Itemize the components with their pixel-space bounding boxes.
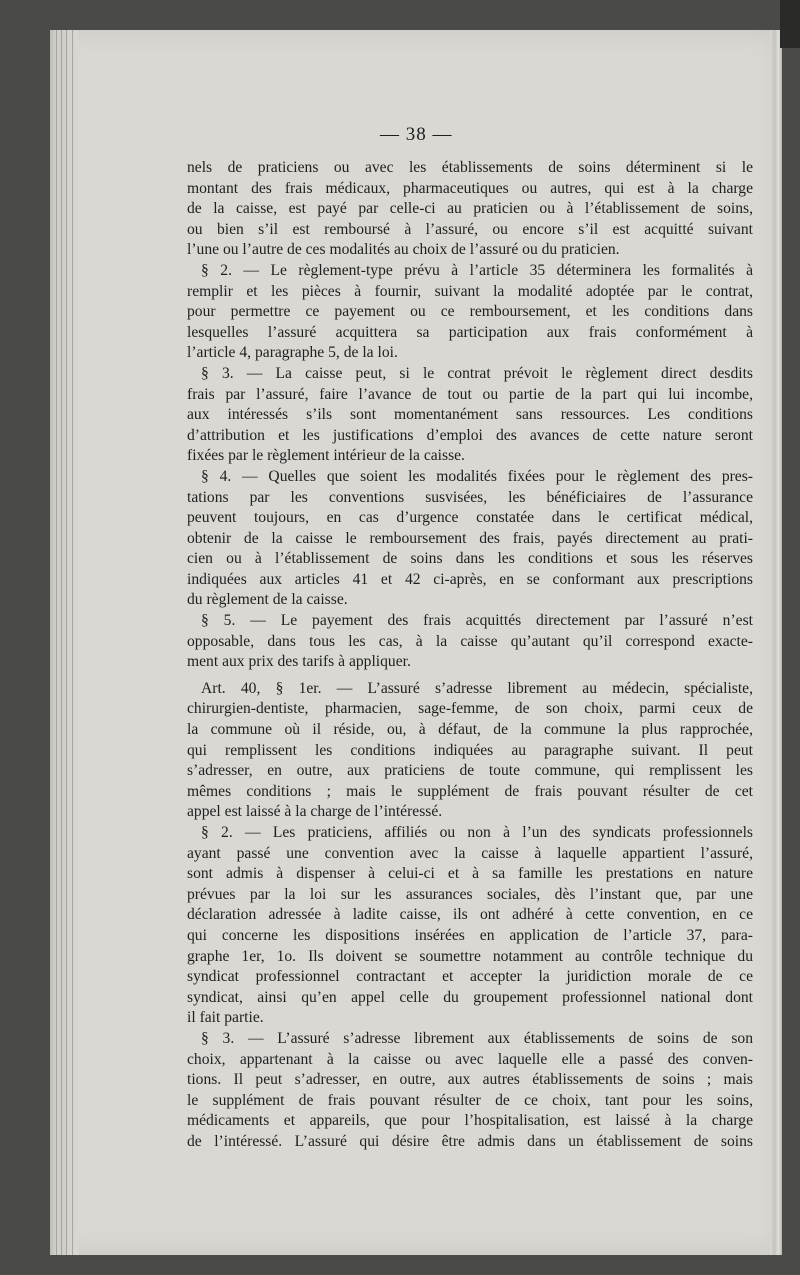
gutter-line (66, 30, 67, 1255)
text-line: aux intéressés s’ils sont momentanément sans ressources. Les conditions (187, 406, 753, 424)
text-line: appel est laissé à la charge de l’intéressé. (187, 803, 443, 821)
text-line: fixées par le règlement intérieur de la caisse. (187, 447, 465, 465)
text-line: § 2. — Les praticiens, affiliés ou non à l’un des syndicats professionnels (201, 824, 753, 841)
text-line: remplir et les pièces à fournir, suivant la modalité adoptée par le contrat, (187, 282, 753, 300)
text-line: syndicat, ainsi qu’en appel celle du groupement professionnel national dont (187, 988, 753, 1006)
paragraph (187, 364, 753, 467)
text-line: opposable, dans tous les cas, à la caisse qu’autant qu’il correspond exacte- (187, 632, 753, 650)
body-text (187, 158, 753, 1153)
text-line: cien ou à l’établissement de soins dans les conditions et sous les réserves (187, 550, 753, 568)
text-line: pour permettre ce payement ou ce remboursement, et les conditions dans (187, 303, 753, 321)
text-line: § 5. — Le payement des frais acquittés directement par l’assuré n’est (201, 612, 753, 630)
text-line: frais par l’assuré, faire l’avance de tout ou partie de la part qui lui incombe, (187, 385, 753, 403)
paragraph (187, 467, 753, 611)
gutter-line (61, 30, 62, 1255)
text-line: mêmes conditions ; mais le supplément de frais pouvant résulter de cet (187, 782, 753, 800)
paragraph (187, 1029, 753, 1153)
text-line: ayant passé une convention avec la caisse à laquelle appartient l’assuré, (187, 844, 753, 862)
paragraph (187, 611, 753, 673)
text-line: du règlement de la caisse. (187, 591, 348, 609)
text-line: syndicat professionnel contractant et accepter la juridiction morale de ce (187, 968, 753, 986)
scan-border (780, 0, 800, 48)
text-line: déclaration adressée à ladite caisse, ils ont adhéré à cette convention, en ce (187, 906, 753, 924)
text-line: prévues par la loi sur les assurances sociales, dès l’instant que, par une (187, 885, 753, 903)
text-line: indiquées aux articles 41 et 42 ci-après, en se conformant aux prescriptions (187, 570, 753, 588)
text-line: le supplément de frais pouvant résulter de ce choix, tant pour les soins, (187, 1091, 753, 1109)
text-line: graphe 1er, 1o. Ils doivent se soumettre notamment au contrôle technique du (187, 947, 753, 965)
paragraph (187, 823, 753, 1029)
text-line: l’article 4, paragraphe 5, de la loi. (187, 344, 398, 362)
text-line: la commune où il réside, ou, à défaut, de la commune la plus rapprochée, (187, 721, 753, 739)
text-line: d’attribution et les justifications d’emploi des avances de cette nature seront (187, 426, 753, 444)
text-line: peuvent toujours, en cas d’urgence constatée dans le certificat médical, (187, 509, 753, 527)
text-line: § 4. — Quelles que soient les modalités fixées pour le règlement des pres- (201, 467, 753, 485)
text-line: qui concerne les dispositions insérées en application de l’article 37, para- (187, 926, 753, 944)
text-line: ment aux prix des tarifs à appliquer. (187, 653, 411, 671)
text-line: médicaments et appareils, que pour l’hospitalisation, est laissé à la charge (187, 1112, 753, 1130)
text-line: chirurgien-dentiste, pharmacien, sage-femme, de son choix, parmi ceux de (187, 700, 753, 718)
page-edge (770, 30, 782, 1255)
page-number: — 38 — (380, 124, 453, 145)
text-line: tions. Il peut s’adresser, en outre, aux autres établissements de soins ; mais (187, 1071, 753, 1089)
text-line: ou bien s’il est remboursé à l’assuré, ou encore s’il est acquitté suivant (187, 220, 753, 238)
text-line: de la caisse, est payé par celle-ci au praticien ou à l’établissement de soins, (187, 200, 753, 218)
text-line: qui remplissent les conditions indiquées au paragraphe suivant. Il peut (187, 741, 753, 759)
text-line: § 2. — Le règlement-type prévu à l’article 35 déterminera les formalités à (201, 261, 753, 279)
text-line: choix, appartenant à la caisse ou avec laquelle elle a passé des conven- (187, 1050, 753, 1068)
paragraph (187, 679, 753, 823)
binding-gutter (50, 30, 78, 1255)
text-line: de l’intéressé. L’assuré qui désire être admis dans un établissement de soins (187, 1132, 753, 1150)
paragraph (187, 261, 753, 364)
text-line: il fait partie. (187, 1009, 264, 1027)
text-line: lesquelles l’assuré acquittera sa participation aux frais conformément à (187, 323, 753, 341)
gutter-line (72, 30, 73, 1255)
text-line: § 3. — L’assuré s’adresse librement aux établissements de soins de son (201, 1029, 753, 1047)
text-line: nels de praticiens ou avec les établissements de soins déterminent si le (187, 159, 753, 176)
text-line: s’adresser, en outre, aux praticiens de toute commune, qui remplissent les (187, 762, 753, 780)
paragraph (187, 158, 753, 261)
text-line: § 3. — La caisse peut, si le contrat prévoit le règlement direct desdits (201, 364, 753, 382)
text-line: obtenir de la caisse le remboursement des frais, payés directement au prati- (187, 529, 753, 547)
text-line: tations par les conventions susvisées, les bénéficiaires de l’assurance (187, 488, 753, 506)
text-line: montant des frais médicaux, pharmaceutiques ou autres, qui est à la charge (187, 179, 753, 197)
text-line: sont admis à dispenser à celui-ci et à sa famille les prestations en nature (187, 865, 753, 883)
text-line: l’une ou l’autre de ces modalités au choix de l’assuré ou du praticien. (187, 241, 620, 259)
gutter-line (56, 30, 57, 1255)
text-line: Art. 40, § 1er. — L’assuré s’adresse librement au médecin, spécialiste, (201, 679, 753, 697)
